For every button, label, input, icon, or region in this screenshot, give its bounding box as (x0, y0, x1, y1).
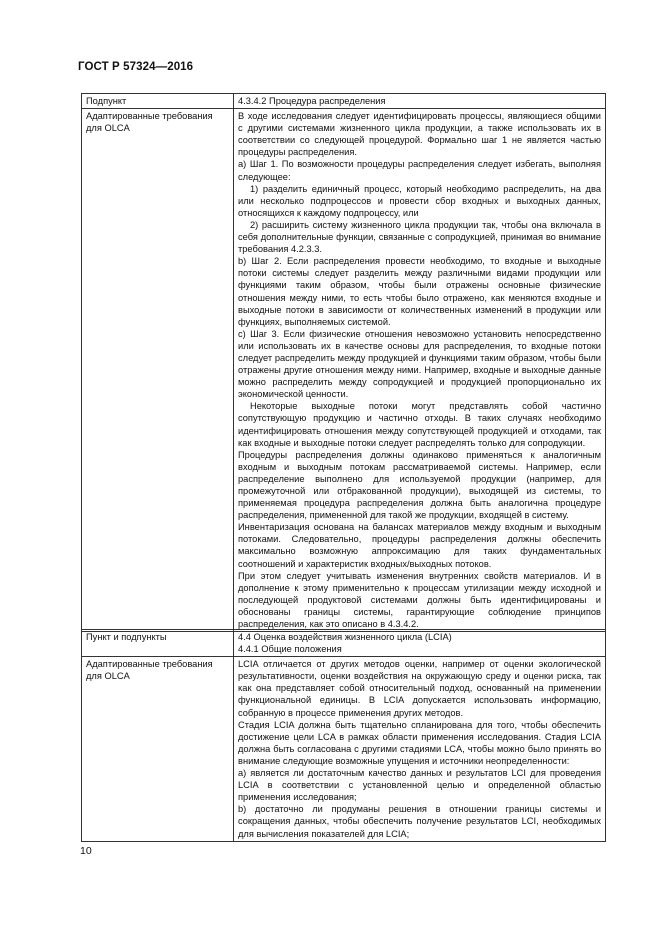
requirements-text (234, 657, 606, 841)
row-label: Адаптированные требования для OLCA (82, 109, 234, 632)
clause-title-line: 4.4 Оценка воздействия жизненного цикла (LCIA) (238, 632, 452, 642)
paragraph: В ходе исследования следует идентифицировать процессы, являющиеся общими с другими системами жизненного цикла продукции, а также использовать их в соответствии со следующей процедурой. Формально шаг 1 не является частью процедуры распределения. (238, 111, 601, 158)
paragraph: a) является ли достаточным качество данных и результатов LCI для проведения LCIA в соответствии с установленной целью и определенной областью применения исследования; (238, 768, 601, 803)
row-label: Пункт и подпункты (82, 630, 234, 657)
paragraph: При этом следует учитывать изменения внутренних свойств материалов. И в дополнение к этому применительно к процессам утилизации между исходной и последующей продуктовой системами должны быть идентифицированы и обоснованы границы системы, гарантирующие соблюдение принципов распределения, как это описано в 4.3.4.2. (238, 570, 601, 630)
row-label: Адаптированные требования для OLCA (82, 657, 234, 841)
clause-title (234, 630, 606, 657)
paragraph: b) Шаг 2. Если распределения провести необходимо, то входные и выходные потоки системы следует разделить между различными видами продукции или функциями таким образом, чтобы были отражены основные физические отношения между ними, то есть чтобы было отражено, как меняются входные и выходные потоки в зависимости от количественных изменений в продукции или функциях, выполняемых системой. (238, 256, 601, 327)
allocation-requirements-table (81, 93, 606, 632)
page-number: 10 (80, 845, 92, 857)
paragraph: Некоторые выходные потоки могут представлять собой частично сопутствующую продукцию и частично отходы. В таких случаях необходимо идентифицировать отношения между сопутствующей продукцией и отходами, так как входные и выходные потоки следует распределять только для сопродукции. (238, 401, 601, 448)
paragraph: 2) расширить систему жизненного цикла продукции так, чтобы она включала в себя дополнительные функции, связанные с сопродукцией, принимая во внимание требования 4.2.3.3. (238, 219, 601, 255)
paragraph: 1) разделить единичный процесс, который необходимо распределить, на два или несколько подпроцессов и провести сбор входных и выходных данных, относящихся к каждому подпроцессу, или (238, 183, 601, 218)
paragraph: Процедуры распределения должны одинаково применяться к аналогичным входным и выходным потокам рассматриваемой системы. Например, если распределение выполнено для используемой продукции (например, для промежуточной или отбракованной продукции), выходящей из системы, то применяемая процедура распределения должна быть аналогична процедуре распределения, примененной для такой же продукции, входящей в систему. (238, 449, 601, 521)
table-row (82, 630, 606, 657)
table-row (82, 94, 606, 109)
table-row (82, 657, 606, 841)
paragraph: b) достаточно ли продуманы решения в отношении границы системы и сокращения данных, чтобы обеспечить получение результатов LCI, необходимых для вычисления показателей для LCIA; (238, 804, 601, 839)
paragraph: c) Шаг 3. Если физические отношения невозможно установить непосредственно или использовать их в качестве основы для распределения, то входные потоки следует распределить между продукцией и функциями таким образом, чтобы были отражены другие отношения между ними. Например, входные и выходные данные можно распределить между сопродукцией и продукцией пропорционально их экономической ценности. (238, 328, 601, 400)
paragraph: LCIA отличается от других методов оценки, например от оценки экологической результативности, оценки воздействия на окружающую среду и оценки риска, так как она представляет собой относительный подход, основанный на применении функциональной единицы. В LCIA допускается использовать информацию, собранную в процессе применения других методов. (238, 659, 601, 718)
requirements-text (234, 109, 606, 632)
subclause-title-line: 4.4.1 Общие положения (238, 644, 342, 655)
lcia-requirements-table (81, 629, 606, 842)
row-label: Подпункт (82, 94, 234, 109)
paragraph: Инвентаризация основана на балансах материалов между входным и выходным потоками. Следовательно, процедуры распределения должны обеспечить максимально возможную аппроксимацию для таких фундаментальных соотношений и характеристик входных/выходных потоков. (238, 522, 601, 569)
document-header: ГОСТ Р 57324—2016 (78, 61, 194, 73)
paragraph: а) Шаг 1. По возможности процедуры распределения следует избегать, выполняя следующее: (238, 159, 601, 182)
paragraph: Стадия LCIA должна быть тщательно спланирована для того, чтобы обеспечить достижение цели LCA в рамках области применения исследования. Стадия LCIA должна быть согласована с другими стадиями LCA, чтобы можно было принять во внимание следующие возможные упущения и источники неопределенности: (238, 719, 601, 766)
table-row (82, 109, 606, 632)
clause-title: 4.3.4.2 Процедура распределения (234, 94, 606, 109)
